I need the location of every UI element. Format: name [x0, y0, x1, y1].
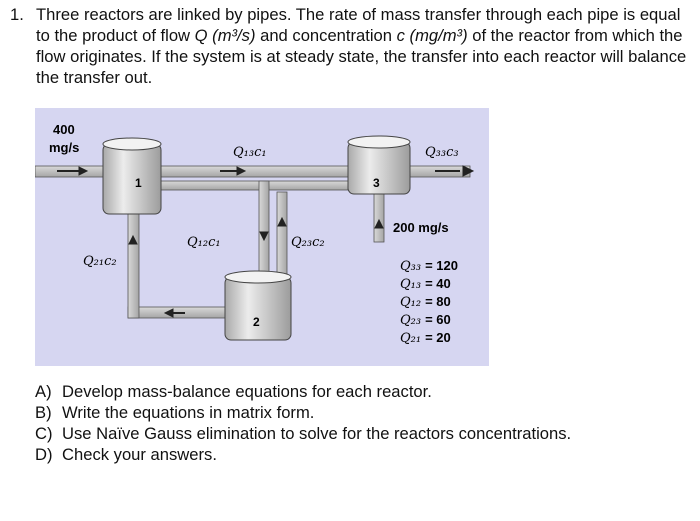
- pipe-2-to-1-vertical: [128, 214, 139, 318]
- input-unit-label: mg/s: [49, 140, 80, 155]
- reactor-1-label: 1: [135, 176, 142, 190]
- problem-statement: [10, 4, 694, 88]
- problem-text-part-1: Three reactors are linked by pipes. The rate of mass transfer through each pipe is equal to the product of flow: [36, 5, 681, 45]
- pipe-1-to-3: [160, 166, 348, 177]
- task-text: Check your answers.: [62, 445, 217, 464]
- flow-symbol-q23: Q₂₃: [400, 313, 422, 328]
- reactor-diagram-svg: [35, 108, 489, 366]
- pipe-2-to-3-vertical: [277, 192, 287, 277]
- concentration-symbol: c (mg/m³): [396, 26, 468, 45]
- pipe-label-q33c3: Q₃₃c₃: [425, 145, 459, 160]
- svg-text:Q₁₃= 40: [400, 276, 451, 292]
- task-item: [35, 444, 571, 465]
- svg-text:Q₁₂= 80: [400, 294, 451, 310]
- pipe-label-q21c2: Q₂₁c₂: [83, 254, 117, 269]
- reactor-diagram: [35, 108, 489, 366]
- task-text: Write the equations in matrix form.: [62, 403, 315, 422]
- task-letter: D): [35, 445, 53, 464]
- pipe-label-q13c1: Q₁₃c₁: [233, 145, 267, 160]
- reactor-3-drain-pipe: [374, 194, 384, 242]
- task-text: Develop mass-balance equations for each reactor.: [62, 382, 432, 401]
- task-item: [35, 402, 571, 423]
- flow-value-q13: = 40: [425, 276, 451, 291]
- problem-text: [36, 4, 694, 88]
- problem-text-part-2: and concentration: [255, 26, 397, 45]
- pipe-1-to-2-vertical: [259, 181, 269, 277]
- pipe-1-to-2-horizontal: [160, 181, 348, 190]
- flow-value-q33: = 120: [425, 258, 458, 273]
- pipe-label-q23c2: Q₂₃c₂: [291, 235, 325, 250]
- flow-symbol-q21: Q₂₁: [400, 331, 422, 346]
- flow-value-q21: = 20: [425, 330, 451, 345]
- pipe-label-q12c1: Q₁₂c₁: [187, 235, 221, 250]
- reactor-3: [348, 136, 410, 194]
- flow-symbol-q12: Q₁₂: [400, 295, 422, 310]
- flow-values-list: [400, 258, 458, 346]
- input-value-label: 400: [53, 122, 75, 137]
- task-text: Use Naïve Gauss elimination to solve for the reactors concentrations.: [62, 424, 572, 443]
- flow-value-q23: = 60: [425, 312, 451, 327]
- flow-symbol-q33: Q₃₃: [400, 259, 422, 274]
- task-letter: A): [35, 382, 52, 401]
- output-rate-label: 200 mg/s: [393, 220, 449, 235]
- problem-number: 1.: [10, 5, 24, 24]
- task-item: [35, 381, 571, 402]
- flow-symbol-q13: Q₁₃: [400, 277, 422, 292]
- task-letter: C): [35, 424, 53, 443]
- reactor-2: [225, 271, 291, 340]
- svg-text:Q₂₁= 20: [400, 330, 451, 346]
- svg-text:Q₂₃= 60: [400, 312, 451, 328]
- task-item: [35, 423, 571, 444]
- reactor-3-label: 3: [373, 176, 380, 190]
- reactor-1: [103, 138, 161, 214]
- task-letter: B): [35, 403, 52, 422]
- svg-text:Q₃₃= 120: [400, 258, 458, 274]
- problem-text-part-3: of the reactor from which the flow originates. If the system is at steady state, the transfer into each reactor will balance the transfer out.: [36, 26, 687, 87]
- flow-value-q12: = 80: [425, 294, 451, 309]
- task-list: [35, 381, 571, 465]
- flow-symbol: Q (m³/s): [194, 26, 256, 45]
- reactor-2-label: 2: [253, 315, 260, 329]
